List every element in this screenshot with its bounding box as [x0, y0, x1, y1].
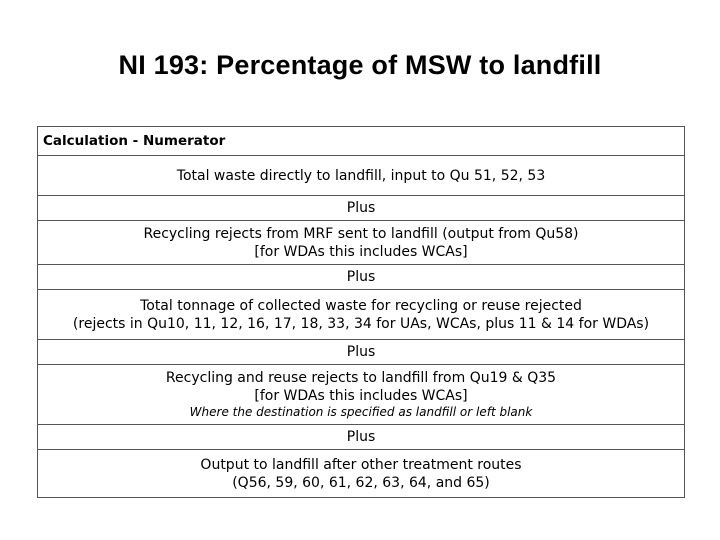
row-text: (rejects in Qu10, 11, 12, 16, 17, 18, 33, 34 for UAs, WCAs, plus 11 & 14 for WDAs) [72, 315, 650, 332]
row-text: Recycling and reuse rejects to landfill from Qu19 & Q35 [165, 370, 557, 386]
table-row [38, 364, 684, 424]
row-note: Where the destination is specified as landfill or left blank [189, 405, 533, 419]
calculation-table [37, 126, 685, 498]
table-row [38, 155, 684, 195]
plus-label: Plus [346, 269, 376, 285]
table-row [38, 449, 684, 497]
plus-row [38, 195, 684, 220]
row-text: (Q56, 59, 60, 61, 62, 63, 64, and 65) [232, 474, 490, 491]
plus-row [38, 339, 684, 364]
row-text: [for WDAs this includes WCAs] [254, 243, 468, 260]
table-header: Calculation - Numerator [43, 133, 226, 149]
slide-title: NI 193: Percentage of MSW to landfill [118, 50, 602, 80]
table-row [38, 220, 684, 264]
plus-row [38, 424, 684, 449]
plus-label: Plus [346, 200, 376, 216]
row-text: Total tonnage of collected waste for recycling or reuse rejected [140, 297, 582, 314]
row-text: [for WDAs this includes WCAs] [254, 388, 468, 404]
row-text: Recycling rejects from MRF sent to landfill (output from Qu58) [143, 225, 579, 242]
plus-row [38, 264, 684, 289]
row-text: Total waste directly to landfill, input to Qu 51, 52, 53 [176, 167, 546, 184]
plus-label: Plus [346, 429, 376, 445]
table-row [38, 289, 684, 339]
row-text: Output to landfill after other treatment routes [200, 456, 522, 473]
plus-label: Plus [346, 344, 376, 360]
